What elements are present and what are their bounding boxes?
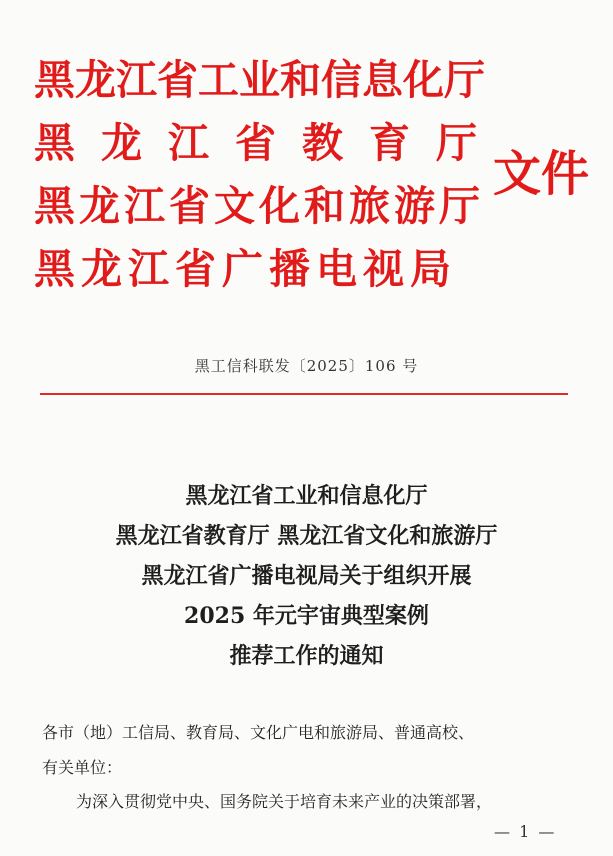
header-org-broadcasting: 黑龙江省广播电视局 <box>34 245 457 293</box>
title-line: 黑龙江省工业和信息化厅 <box>185 483 428 509</box>
title-line: 推荐工作的通知 <box>229 643 384 669</box>
title-line: 黑龙江省广播电视局关于组织开展 <box>141 563 472 589</box>
salutation-line: 有关单位： <box>42 758 123 777</box>
header-org-culture-tourism: 黑龙江省文化和旅游厅 <box>34 182 484 230</box>
document-title <box>0 476 613 676</box>
header-org-education: 黑龙江省教育厅 <box>34 119 503 167</box>
header-org-industry: 黑龙江省工业和信息化厅 <box>34 56 485 104</box>
title-line: 2025 年元宇宙典型案例 <box>184 603 429 629</box>
document-type-label: 文件 <box>493 146 590 202</box>
page-number: — 1 — <box>494 822 557 841</box>
red-divider <box>40 393 568 395</box>
document-number: 黑工信科联发〔2025〕106 号 <box>194 357 419 375</box>
title-line: 黑龙江省教育厅 黑龙江省文化和旅游厅 <box>115 523 498 549</box>
salutation-line: 各市（地）工信局、教育局、文化广电和旅游局、普通高校、 <box>42 723 475 742</box>
body-paragraph: 为深入贯彻党中央、国务院关于培育未来产业的决策部署， <box>76 792 493 811</box>
